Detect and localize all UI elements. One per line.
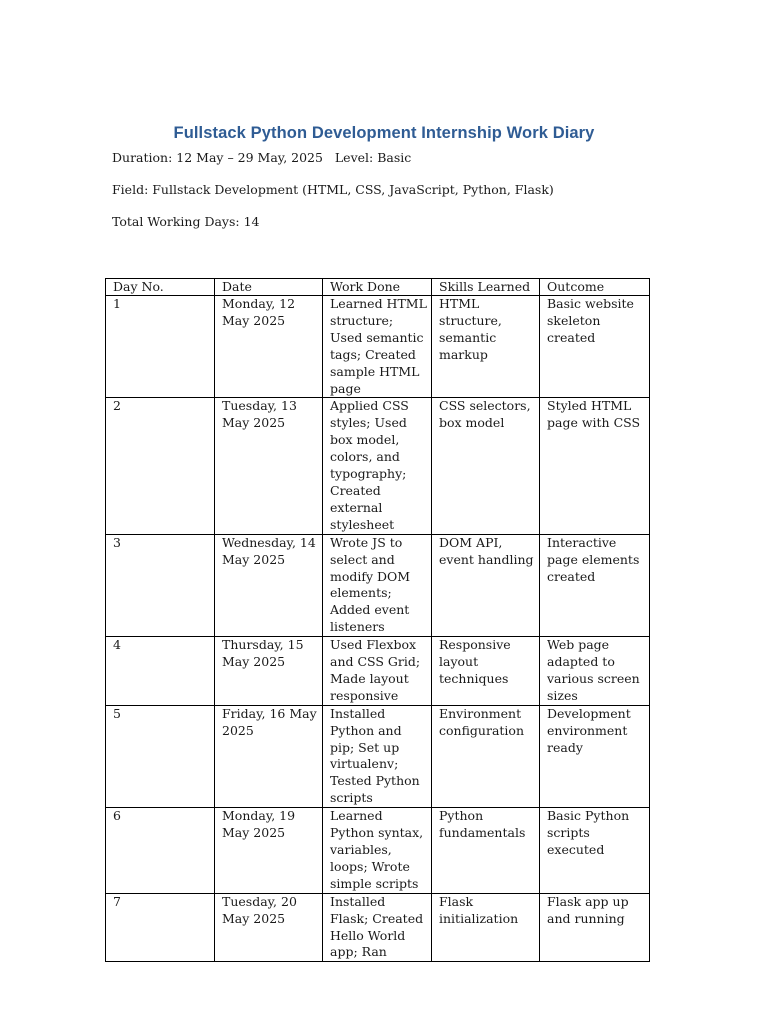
cell-work-done: Learned Python syntax, variables, loops; Wrote simple scripts bbox=[323, 808, 432, 894]
cell-outcome: Web page adapted to various screen sizes bbox=[540, 637, 650, 706]
header-date: Date bbox=[215, 279, 323, 296]
cell-date: Tuesday, 13 May 2025 bbox=[215, 398, 323, 534]
total-working-days-line: Total Working Days: 14 bbox=[112, 214, 260, 229]
cell-outcome: Flask app up and running bbox=[540, 893, 650, 962]
table-row bbox=[106, 398, 650, 534]
cell-work-done: Applied CSS styles; Used box model, colors, and typography; Created external stylesheet bbox=[323, 398, 432, 534]
header-day-no: Day No. bbox=[106, 279, 215, 296]
cell-day: 5 bbox=[106, 705, 215, 807]
table-row bbox=[106, 637, 650, 706]
cell-skills-learned: Flask initialization bbox=[432, 893, 540, 962]
cell-skills-learned: Python fundamentals bbox=[432, 808, 540, 894]
table-row bbox=[106, 705, 650, 807]
cell-skills-learned: Responsive layout techniques bbox=[432, 637, 540, 706]
document-title: Fullstack Python Development Internship Work Diary bbox=[173, 124, 595, 142]
cell-date: Wednesday, 14 May 2025 bbox=[215, 534, 323, 636]
header-work-done: Work Done bbox=[323, 279, 432, 296]
table-row bbox=[106, 893, 650, 962]
cell-day: 7 bbox=[106, 893, 215, 962]
table-row bbox=[106, 808, 650, 894]
duration-level-line: Duration: 12 May – 29 May, 2025 Level: Basic bbox=[112, 150, 412, 165]
cell-outcome: Interactive page elements created bbox=[540, 534, 650, 636]
cell-day: 3 bbox=[106, 534, 215, 636]
table-row bbox=[106, 534, 650, 636]
cell-date: Monday, 12 May 2025 bbox=[215, 296, 323, 398]
table-header-row bbox=[106, 279, 650, 296]
cell-date: Friday, 16 May 2025 bbox=[215, 705, 323, 807]
cell-outcome: Development environment ready bbox=[540, 705, 650, 807]
cell-skills-learned: HTML structure, semantic markup bbox=[432, 296, 540, 398]
field-line: Field: Fullstack Development (HTML, CSS, JavaScript, Python, Flask) bbox=[112, 182, 554, 197]
header-outcome: Outcome bbox=[540, 279, 650, 296]
cell-skills-learned: DOM API, event handling bbox=[432, 534, 540, 636]
cell-outcome: Styled HTML page with CSS bbox=[540, 398, 650, 534]
cell-date: Monday, 19 May 2025 bbox=[215, 808, 323, 894]
cell-date: Thursday, 15 May 2025 bbox=[215, 637, 323, 706]
cell-work-done: Installed Python and pip; Set up virtualenv; Tested Python scripts bbox=[323, 705, 432, 807]
work-diary-table bbox=[105, 278, 650, 962]
cell-outcome: Basic Python scripts executed bbox=[540, 808, 650, 894]
cell-skills-learned: Environment configuration bbox=[432, 705, 540, 807]
cell-work-done: Used Flexbox and CSS Grid; Made layout responsive bbox=[323, 637, 432, 706]
cell-day: 6 bbox=[106, 808, 215, 894]
cell-day: 2 bbox=[106, 398, 215, 534]
cell-date: Tuesday, 20 May 2025 bbox=[215, 893, 323, 962]
table-row bbox=[106, 296, 650, 398]
cell-work-done: Installed Flask; Created Hello World app; Ran bbox=[323, 893, 432, 962]
cell-outcome: Basic website skeleton created bbox=[540, 296, 650, 398]
header-skills-learned: Skills Learned bbox=[432, 279, 540, 296]
cell-day: 1 bbox=[106, 296, 215, 398]
cell-day: 4 bbox=[106, 637, 215, 706]
cell-work-done: Learned HTML structure; Used semantic tags; Created sample HTML page bbox=[323, 296, 432, 398]
cell-skills-learned: CSS selectors, box model bbox=[432, 398, 540, 534]
cell-work-done: Wrote JS to select and modify DOM elements; Added event listeners bbox=[323, 534, 432, 636]
